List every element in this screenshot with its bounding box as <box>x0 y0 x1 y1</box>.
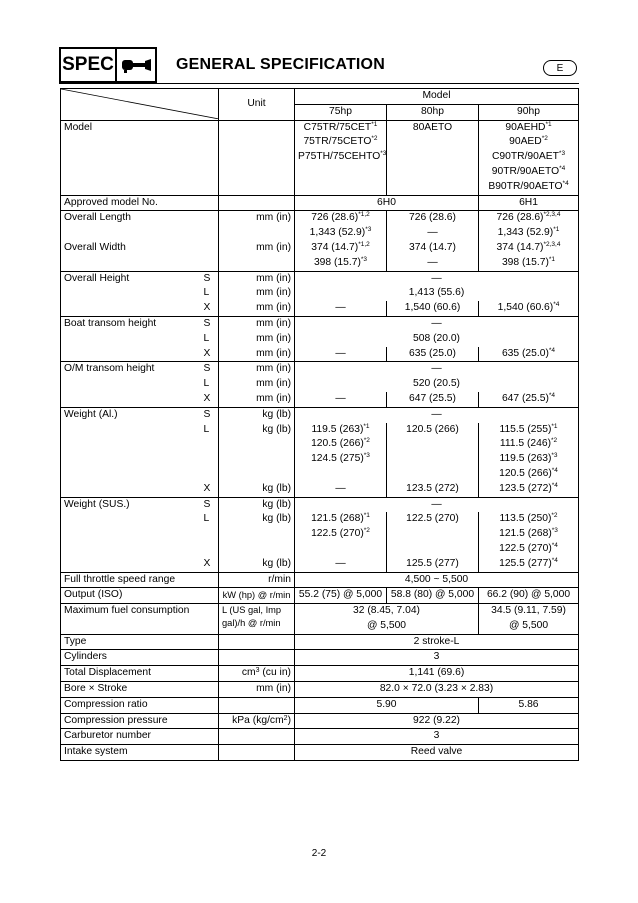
row-variant <box>201 634 219 650</box>
row-variant <box>201 241 219 271</box>
row-unit: kg (lb) <box>219 407 295 422</box>
table-row <box>61 634 579 650</box>
row-label: Bore × Stroke <box>61 682 201 698</box>
spec-value: 6H0 <box>295 195 479 211</box>
row-unit: L (US gal, Imp gal)/h @ r/min <box>219 604 295 635</box>
spec-value: 121.5 $(268)^{*1}$ 122.5 $(270)^{*2}$ <box>295 512 387 556</box>
table-row <box>61 301 579 316</box>
row-variant: X <box>203 392 211 404</box>
spec-value: 374 $(14.7)^{*1,2}$ 398 $(15.7)^{*3}$ <box>295 241 387 271</box>
table-row <box>61 604 579 635</box>
row-variant: X <box>203 482 211 494</box>
table-row <box>61 557 579 572</box>
spec-badge <box>59 47 157 83</box>
spec-value: 80AETO <box>387 120 479 195</box>
table-row <box>61 241 579 271</box>
row-variant <box>201 729 219 745</box>
spec-value: 508 (20.0) <box>295 332 579 347</box>
row-unit: mm (in) <box>219 682 295 698</box>
row-label <box>61 392 201 407</box>
row-label: Output (ISO) <box>61 588 201 604</box>
row-label: Maximum fuel consumption <box>61 604 201 635</box>
row-unit: kg (lb) <box>219 557 295 572</box>
row-variant <box>201 666 219 682</box>
table-row <box>61 697 579 713</box>
row-unit <box>219 697 295 713</box>
spec-value: 3 <box>295 729 579 745</box>
row-variant: X <box>203 557 211 569</box>
row-unit: mm (in) <box>219 316 295 331</box>
spec-value: 726 (28.6) — <box>387 211 479 241</box>
spec-value: 125.5 $(277)^{*4}$ <box>479 557 579 572</box>
row-label: Full throttle speed range <box>61 572 201 588</box>
table-row <box>61 572 579 588</box>
spec-value: 647 $(25.5)^{*4}$ <box>479 392 579 407</box>
table-row <box>61 316 579 331</box>
row-label <box>61 423 201 482</box>
row-label: Cylinders <box>61 650 201 666</box>
row-variant <box>201 697 219 713</box>
page-header <box>59 47 579 87</box>
row-unit: mm (in) <box>219 332 295 347</box>
page-number: 2-2 <box>311 848 327 859</box>
row-variant: L <box>203 378 210 390</box>
row-unit: mm (in) <box>219 271 295 286</box>
row-unit <box>219 650 295 666</box>
unit-header: Unit <box>219 89 295 121</box>
spec-value: — <box>295 347 387 362</box>
header-diagonal-cell <box>61 89 219 121</box>
spec-value: Reed valve <box>295 745 579 761</box>
spec-value: 374 $(14.7)^{*2,3,4}$ 398 $(15.7)^{*1}$ <box>479 241 579 271</box>
row-unit: mm (in) <box>219 392 295 407</box>
spec-value: 115.5 $(255)^{*1}$ 111.5 $(246)^{*2}$ 119.5 $(263)^{*3}$ 120.5 $(266)^{*4}$ <box>479 423 579 482</box>
spec-value: 34.5 (9.11, 7.59) @ 5,500 <box>479 604 579 635</box>
spec-value: 635 (25.0) <box>387 347 479 362</box>
table-row <box>61 729 579 745</box>
row-variant: S <box>201 407 219 422</box>
row-label: Type <box>61 634 201 650</box>
row-unit: $cm^3$ (cu in) <box>219 666 295 682</box>
table-row <box>61 666 579 682</box>
spec-value: — <box>295 497 579 512</box>
spec-value: 726 $(28.6)^{*1,2}$ 1,343 $(52.9)^{*3}$ <box>295 211 387 241</box>
row-unit: kg (lb) <box>219 512 295 556</box>
row-variant <box>201 745 219 761</box>
row-variant <box>201 211 219 241</box>
spec-value: 5.86 <box>479 697 579 713</box>
spec-value: 122.5 (270) <box>387 512 479 556</box>
row-variant: S <box>201 271 219 286</box>
table-row <box>61 482 579 497</box>
spec-value: 125.5 (277) <box>387 557 479 572</box>
row-label <box>61 377 201 392</box>
row-label <box>61 286 201 301</box>
table-row <box>61 392 579 407</box>
spec-value: — <box>295 392 387 407</box>
row-variant <box>201 604 219 635</box>
table-row <box>61 347 579 362</box>
row-unit: mm (in) <box>219 211 295 241</box>
table-row <box>61 650 579 666</box>
spec-value: 113.5 $(250)^{*2}$ 121.5 $(268)^{*3}$ 122.5 $(270)^{*4}$ <box>479 512 579 556</box>
row-label: Weight (SUS.) <box>61 497 201 512</box>
row-unit: kg (lb) <box>219 482 295 497</box>
spec-value: 3 <box>295 650 579 666</box>
row-label: Overall Width <box>61 241 201 271</box>
table-row <box>61 195 579 211</box>
table-row <box>61 120 579 195</box>
table-row <box>61 713 579 729</box>
row-variant: L <box>203 423 210 435</box>
spec-value: 726 $(28.6)^{*2,3,4}$ 1,343 $(52.9)^{*1}$ <box>479 211 579 241</box>
row-label: Boat transom height <box>61 316 201 331</box>
table-row <box>61 423 579 482</box>
row-label: Total Displacement <box>61 666 201 682</box>
page-title: GENERAL SPECIFICATION <box>176 56 385 73</box>
spec-value: 123.5 $(272)^{*4}$ <box>479 482 579 497</box>
row-variant <box>201 572 219 588</box>
row-label: Weight (Al.) <box>61 407 201 422</box>
spec-value: 82.0 × 72.0 (3.23 × 2.83) <box>295 682 579 698</box>
outboard-motor-icon <box>117 49 155 81</box>
row-label <box>61 482 201 497</box>
row-label: Compression pressure <box>61 713 201 729</box>
row-variant: S <box>201 316 219 331</box>
row-label: Overall Height <box>61 271 201 286</box>
table-row <box>61 512 579 556</box>
row-variant: L <box>203 513 210 525</box>
column-header-80hp: 80hp <box>387 104 479 120</box>
row-unit: mm (in) <box>219 377 295 392</box>
spec-value: 58.8 (80) @ 5,000 <box>387 588 479 604</box>
spec-value: 90AEHD$^{*1}$ 90AED$^{*2}$ C90TR/90AET$^{*3}$ 90TR/90AETO$^{*4}$ B90TR/90AETO$^{*4}$ <box>479 120 579 195</box>
row-label: Approved model No. <box>61 195 201 211</box>
spec-value: 119.5 $(263)^{*1}$ 120.5 $(266)^{*2}$ 124.5 $(275)^{*3}$ <box>295 423 387 482</box>
spec-value: 123.5 (272) <box>387 482 479 497</box>
table-row <box>61 362 579 377</box>
table-row <box>61 588 579 604</box>
spec-value: — <box>295 301 387 316</box>
row-variant <box>201 588 219 604</box>
spec-value: — <box>295 482 387 497</box>
table-row <box>61 211 579 241</box>
row-unit: kg (lb) <box>219 497 295 512</box>
row-label <box>61 557 201 572</box>
row-label <box>61 512 201 556</box>
spec-value: 120.5 (266) <box>387 423 479 482</box>
row-variant <box>201 682 219 698</box>
spec-value: 5.90 <box>295 697 479 713</box>
spec-value: 1,413 (55.6) <box>295 286 579 301</box>
spec-value: 6H1 <box>479 195 579 211</box>
row-unit <box>219 745 295 761</box>
row-unit <box>219 634 295 650</box>
spec-value: C75TR/75CET$^{*1}$ 75TR/75CETO$^{*2}$ P75TH/75CEHTO$^{*3}$ <box>295 120 387 195</box>
row-variant: L <box>203 287 210 299</box>
spec-value: 520 (20.5) <box>295 377 579 392</box>
header-rule <box>59 83 579 84</box>
row-variant: S <box>201 362 219 377</box>
row-variant <box>201 650 219 666</box>
column-header-75hp: 75hp <box>295 104 387 120</box>
row-unit: kg (lb) <box>219 423 295 482</box>
row-label <box>61 332 201 347</box>
table-row <box>61 286 579 301</box>
spec-value: 922 (9.22) <box>295 713 579 729</box>
spec-value: 635 $(25.0)^{*4}$ <box>479 347 579 362</box>
table-row <box>61 745 579 761</box>
row-variant: X <box>203 302 211 314</box>
spec-value: 66.2 (90) @ 5,000 <box>479 588 579 604</box>
row-unit: mm (in) <box>219 286 295 301</box>
row-unit <box>219 729 295 745</box>
table-row <box>61 682 579 698</box>
row-label: Intake system <box>61 745 201 761</box>
spec-value: 647 (25.5) <box>387 392 479 407</box>
table-row <box>61 271 579 286</box>
table-row <box>61 377 579 392</box>
row-unit: mm (in) <box>219 301 295 316</box>
spec-label: SPEC <box>61 49 117 81</box>
spec-value: 1,141 (69.6) <box>295 666 579 682</box>
row-label: Carburetor number <box>61 729 201 745</box>
row-label: Overall Length <box>61 211 201 241</box>
spec-value: — <box>295 362 579 377</box>
spec-value: — <box>295 557 387 572</box>
row-unit <box>219 120 295 195</box>
row-unit: mm (in) <box>219 362 295 377</box>
row-unit: mm (in) <box>219 347 295 362</box>
spec-value: — <box>295 407 579 422</box>
row-label <box>61 301 201 316</box>
spec-table <box>60 88 579 761</box>
spec-value: 32 (8.45, 7.04) @ 5,500 <box>295 604 479 635</box>
table-row <box>61 407 579 422</box>
row-variant <box>201 713 219 729</box>
row-label: O/M transom height <box>61 362 201 377</box>
row-unit: r/min <box>219 572 295 588</box>
spec-value: 1,540 (60.6) <box>387 301 479 316</box>
spec-value: — <box>295 316 579 331</box>
spec-value: 55.2 (75) @ 5,000 <box>295 588 387 604</box>
row-unit: kW (hp) @ r/min <box>219 588 295 604</box>
row-label: Model <box>61 120 201 195</box>
row-label: Compression ratio <box>61 697 201 713</box>
spec-value: 4,500 ~ 5,500 <box>295 572 579 588</box>
row-variant <box>201 120 219 195</box>
row-variant: X <box>203 347 211 359</box>
language-badge: E <box>543 60 577 76</box>
spec-value: 374 (14.7) — <box>387 241 479 271</box>
model-header: Model <box>295 89 579 105</box>
table-row <box>61 332 579 347</box>
row-variant: S <box>201 497 219 512</box>
row-unit <box>219 195 295 211</box>
row-label <box>61 347 201 362</box>
column-header-90hp: 90hp <box>479 104 579 120</box>
row-unit: kPa $(kg/cm^2)$ <box>219 713 295 729</box>
table-row <box>61 497 579 512</box>
row-unit: mm (in) <box>219 241 295 271</box>
row-variant <box>201 195 219 211</box>
spec-value: — <box>295 271 579 286</box>
row-variant: L <box>203 332 210 344</box>
spec-value: 2 stroke-L <box>295 634 579 650</box>
spec-value: 1,540 $(60.6)^{*4}$ <box>479 301 579 316</box>
